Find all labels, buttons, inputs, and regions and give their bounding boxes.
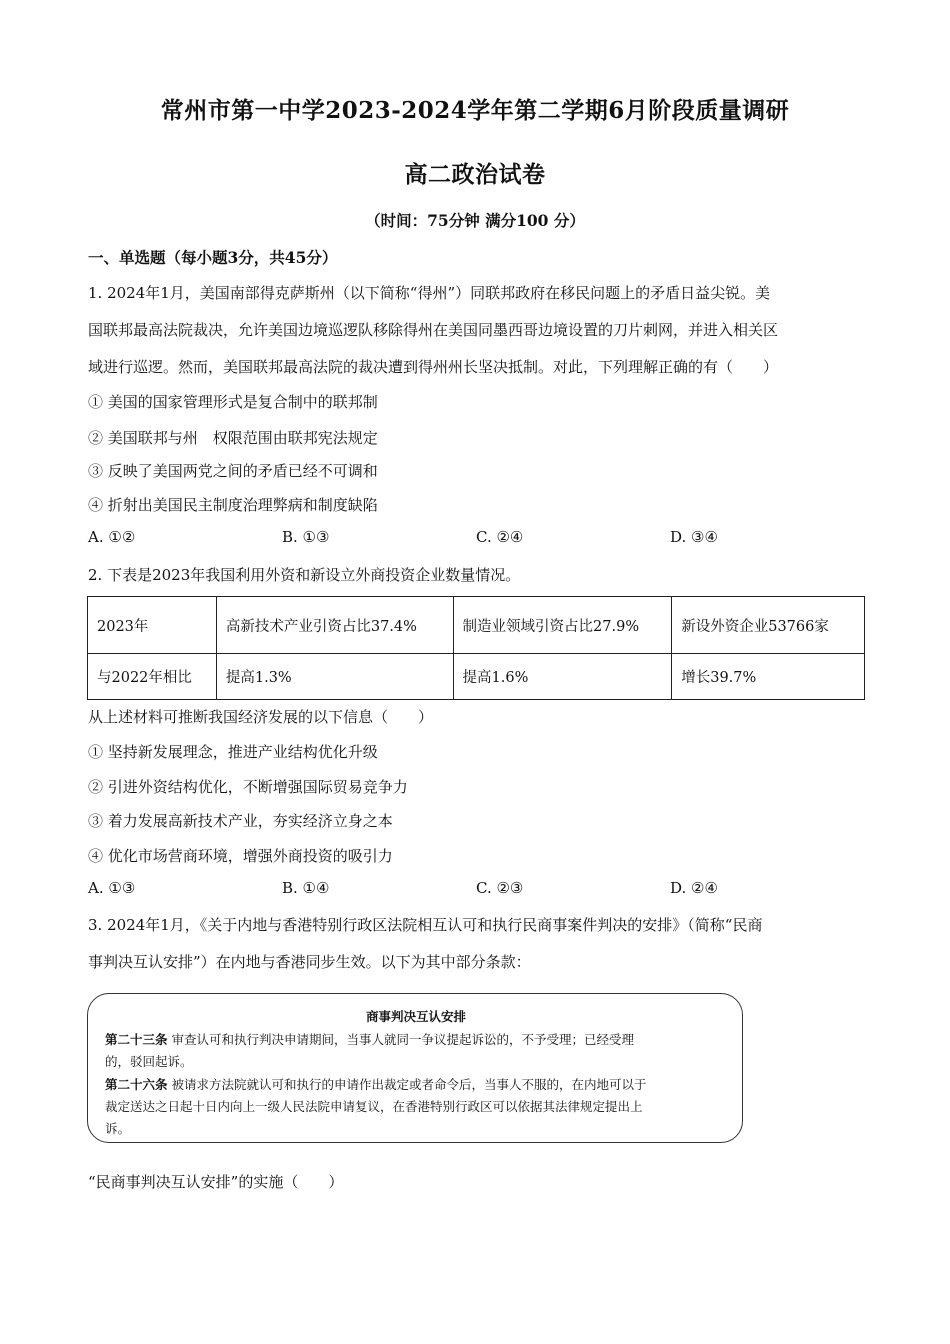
article-23-line xyxy=(105,1030,634,1048)
q2-item: ④ 优化市场营商环境，增强外商投资的吸引力 xyxy=(88,847,393,865)
q2-item: ③ 着力发展高新技术产业，夯实经济立身之本 xyxy=(88,812,393,830)
q2-item: ① 坚持新发展理念，推进产业结构优化升级 xyxy=(88,743,378,761)
excerpt-title: 商事判决互认安排 xyxy=(365,1009,466,1024)
q2-option-c[interactable]: C. ②③ xyxy=(476,879,524,897)
table-cell: 提高1.6% xyxy=(453,654,672,700)
article-26-line: 诉。 xyxy=(105,1121,131,1136)
article-23-line: 的，驳回起诉。 xyxy=(105,1054,193,1069)
table-cell: 高新技术产业引资占比37.4% xyxy=(216,597,453,654)
table-cell: 制造业领域引资占比27.9% xyxy=(453,597,672,654)
table-row xyxy=(88,597,865,654)
q1-item: ④ 折射出美国民主制度治理弊病和制度缺陷 xyxy=(88,496,378,514)
q2-item: ② 引进外资结构优化，不断增强国际贸易竞争力 xyxy=(88,778,408,796)
q3-stem-line: 事判决互认安排”）在内地与香港同步生效。以下为其中部分条款： xyxy=(88,953,531,971)
q1-stem-line: 域进行巡逻。然而，美国联邦最高法院的裁决遭到得州州长坚决抵制。对此，下列理解正确的有（ ） xyxy=(88,358,779,376)
q2-option-d[interactable]: D. ②④ xyxy=(670,879,718,897)
section-heading: 一、单选题（每小题3分，共45分） xyxy=(88,248,338,267)
q2-stem: 2. 下表是2023年我国利用外资和新设立外商投资企业数量情况。 xyxy=(88,566,521,584)
exam-subject: 高二政治试卷 xyxy=(404,161,546,188)
table-cell: 提高1.3% xyxy=(216,654,453,700)
article-26-label: 第二十六条 xyxy=(105,1077,168,1092)
article-26-line xyxy=(105,1075,647,1093)
q2-question: 从上述材料可推断我国经济发展的以下信息（ ） xyxy=(88,708,434,726)
q3-stem-line: 3. 2024年1月，《关于内地与香港特别行政区法院相互认可和执行民商事案件判决的安排》（简称“民商 xyxy=(88,916,763,934)
q1-item: ③ 反映了美国两党之间的矛盾已经不可调和 xyxy=(88,462,378,480)
q1-stem-line: 1. 2024年1月，美国南部得克萨斯州（以下简称“得州”）同联邦政府在移民问题上的矛盾日益尖锐。美 xyxy=(88,284,771,302)
table-cell: 与2022年相比 xyxy=(88,654,217,700)
article-26-text: 被请求方法院就认可和执行的申请作出裁定或者命令后，当事人不服的，在内地可以于 xyxy=(167,1077,647,1092)
investment-table xyxy=(87,596,865,700)
q1-item: ② 美国联邦与州 权限范围由联邦宪法规定 xyxy=(88,429,378,447)
table-cell: 新设外资企业53766家 xyxy=(672,597,865,654)
exam-meta: （时间：75分钟 满分100 分） xyxy=(365,211,585,230)
regulation-excerpt-box xyxy=(87,993,743,1143)
table-cell: 增长39.7% xyxy=(672,654,865,700)
article-26-line: 裁定送达之日起十日内向上一级人民法院申请复议，在香港特别行政区可以依据其法律规定提出上 xyxy=(105,1099,643,1114)
exam-title: 常州市第一中学2023-2024学年第二学期6月阶段质量调研 xyxy=(160,97,790,124)
q2-option-b[interactable]: B. ①④ xyxy=(282,879,330,897)
q3-question: “民商事判决互认安排”的实施（ ） xyxy=(88,1173,344,1191)
table-row xyxy=(88,654,865,700)
q2-option-a[interactable]: A. ①③ xyxy=(88,879,136,897)
article-23-text: 审查认可和执行判决申请期间，当事人就同一争议提起诉讼的，不予受理；已经受理 xyxy=(167,1032,634,1047)
table-cell: 2023年 xyxy=(88,597,217,654)
q1-item: ① 美国的国家管理形式是复合制中的联邦制 xyxy=(88,393,378,411)
q1-option-d[interactable]: D. ③④ xyxy=(670,528,718,546)
q1-stem-line: 国联邦最高法院裁决，允许美国边境巡逻队移除得州在美国同墨西哥边境设置的刀片刺网，并进入相关区 xyxy=(88,321,779,339)
q1-option-c[interactable]: C. ②④ xyxy=(476,528,524,546)
q1-option-a[interactable]: A. ①② xyxy=(88,528,136,546)
q1-option-b[interactable]: B. ①③ xyxy=(282,528,330,546)
article-23-label: 第二十三条 xyxy=(105,1032,168,1047)
